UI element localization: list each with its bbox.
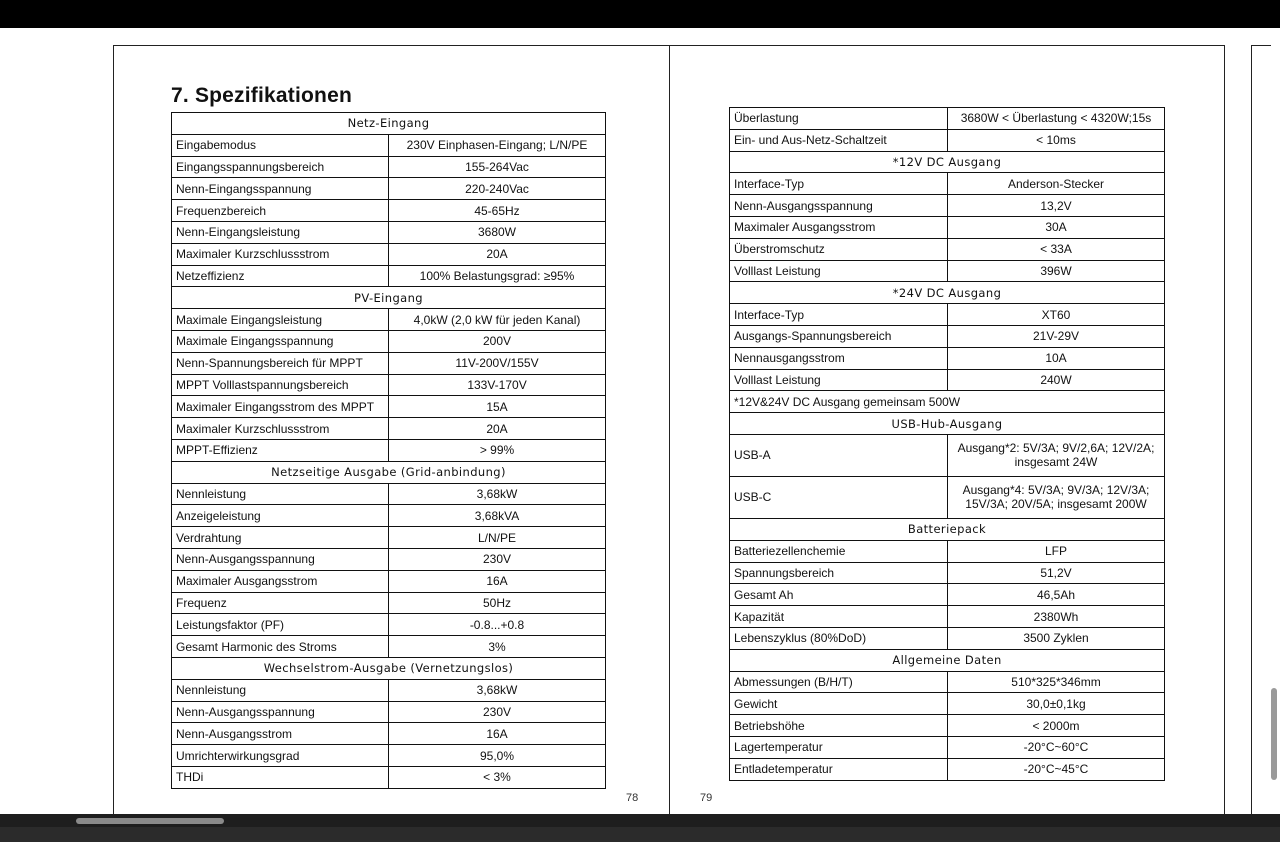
table-row — [172, 156, 606, 178]
section-title: PV-Eingang — [172, 287, 606, 309]
table-row — [172, 309, 606, 331]
spec-value: 45-65Hz — [389, 200, 606, 222]
section-header-row — [172, 657, 606, 679]
table-row — [730, 671, 1165, 693]
section-header-row — [730, 151, 1165, 173]
section-header-row — [730, 413, 1165, 435]
spec-value: 4,0kW (2,0 kW für jeden Kanal) — [389, 309, 606, 331]
horizontal-scroll-thumb[interactable] — [76, 818, 224, 824]
spec-value: -20°C~60°C — [948, 736, 1165, 758]
spec-value: 396W — [948, 260, 1165, 282]
spec-value: 3680W — [389, 221, 606, 243]
section-title: Wechselstrom-Ausgabe (Vernetzungslos) — [172, 657, 606, 679]
table-row — [172, 352, 606, 374]
section-header-row — [172, 461, 606, 483]
table-row — [172, 745, 606, 767]
table-row — [172, 439, 606, 461]
spec-label: Netzeffizienz — [172, 265, 389, 287]
note-text: *12V&24V DC Ausgang gemeinsam 500W — [730, 391, 1165, 413]
spec-value: LFP — [948, 540, 1165, 562]
spec-value: 3,68kW — [389, 679, 606, 701]
top-bar — [0, 0, 1280, 28]
spec-table-left — [171, 112, 606, 789]
spec-label: Interface-Typ — [730, 173, 948, 195]
spec-label: Nennleistung — [172, 679, 389, 701]
spec-value: Anderson-Stecker — [948, 173, 1165, 195]
table-row — [172, 374, 606, 396]
spec-label: Batteriezellenchemie — [730, 540, 948, 562]
spec-value: 30A — [948, 216, 1165, 238]
spec-value: 30,0±0,1kg — [948, 693, 1165, 715]
section-header-row — [172, 287, 606, 309]
section-header-row — [730, 649, 1165, 671]
section-title: *12V DC Ausgang — [730, 151, 1165, 173]
spec-label: Nenn-Ausgangsspannung — [172, 701, 389, 723]
table-row — [172, 570, 606, 592]
table-row — [730, 216, 1165, 238]
table-row — [172, 221, 606, 243]
spec-label: Abmessungen (B/H/T) — [730, 671, 948, 693]
spec-value: Ausgang*2: 5V/3A; 9V/2,6A; 12V/2A; insgesamt 24W — [948, 434, 1165, 476]
table-row — [172, 548, 606, 570]
spec-value: 13,2V — [948, 195, 1165, 217]
spec-label: Maximaler Kurzschlussstrom — [172, 418, 389, 440]
spec-value: 230V — [389, 548, 606, 570]
table-row — [730, 238, 1165, 260]
table-row — [730, 540, 1165, 562]
spec-label: Nenn-Spannungsbereich für MPPT — [172, 352, 389, 374]
table-row — [730, 736, 1165, 758]
spec-label: Überlastung — [730, 108, 948, 130]
spec-value: 100% Belastungsgrad: ≥95% — [389, 265, 606, 287]
spec-value: 3,68kVA — [389, 505, 606, 527]
section-header-row — [172, 113, 606, 135]
table-row — [172, 330, 606, 352]
table-row — [730, 347, 1165, 369]
spec-label: Anzeigeleistung — [172, 505, 389, 527]
table-row — [172, 527, 606, 549]
spec-value: 20A — [389, 418, 606, 440]
spec-label: Maximale Eingangsleistung — [172, 309, 389, 331]
spec-label: MPPT-Effizienz — [172, 439, 389, 461]
spec-value: 133V-170V — [389, 374, 606, 396]
spec-label: Ausgangs-Spannungsbereich — [730, 325, 948, 347]
section-header-row — [730, 282, 1165, 304]
spec-value: < 3% — [389, 766, 606, 788]
spec-label: Gesamt Harmonic des Stroms — [172, 636, 389, 658]
spec-label: Lagertemperatur — [730, 736, 948, 758]
section-title: *24V DC Ausgang — [730, 282, 1165, 304]
spec-label: Nenn-Ausgangsstrom — [172, 723, 389, 745]
table-row — [730, 693, 1165, 715]
spec-value: 3680W < Überlastung < 4320W;15s — [948, 108, 1165, 130]
page-number-left: 78 — [626, 792, 639, 804]
table-row — [172, 134, 606, 156]
table-row — [730, 562, 1165, 584]
table-row — [172, 418, 606, 440]
spec-value: < 10ms — [948, 129, 1165, 151]
spec-label: Nennleistung — [172, 483, 389, 505]
spec-label: USB-C — [730, 476, 948, 518]
spec-label: Maximaler Ausgangsstrom — [730, 216, 948, 238]
section-title: Netz-Eingang — [172, 113, 606, 135]
spec-value: Ausgang*4: 5V/3A; 9V/3A; 12V/3A; 15V/3A; 20V/5A; insgesamt 200W — [948, 476, 1165, 518]
table-row — [730, 173, 1165, 195]
spec-label: Umrichterwirkungsgrad — [172, 745, 389, 767]
spec-table-right — [729, 107, 1165, 781]
table-row — [730, 195, 1165, 217]
table-row — [172, 483, 606, 505]
spec-label: Lebenszyklus (80%DoD) — [730, 627, 948, 649]
spec-value: 2380Wh — [948, 606, 1165, 628]
page-title: 7. Spezifikationen — [171, 84, 352, 107]
spec-value: > 99% — [389, 439, 606, 461]
spec-label: Kapazität — [730, 606, 948, 628]
spec-value: 510*325*346mm — [948, 671, 1165, 693]
spec-value: L/N/PE — [389, 527, 606, 549]
table-row — [172, 592, 606, 614]
spec-value: 16A — [389, 723, 606, 745]
spec-label: MPPT Volllastspannungsbereich — [172, 374, 389, 396]
table-row — [730, 584, 1165, 606]
spec-label: Nenn-Eingangsspannung — [172, 178, 389, 200]
table-row — [730, 627, 1165, 649]
table-row — [172, 243, 606, 265]
document-viewer[interactable] — [0, 28, 1280, 814]
spec-value: 230V — [389, 701, 606, 723]
spec-value: 3% — [389, 636, 606, 658]
spec-value: 240W — [948, 369, 1165, 391]
spec-label: Nenn-Ausgangsspannung — [172, 548, 389, 570]
table-row — [730, 434, 1165, 476]
spec-value: 21V-29V — [948, 325, 1165, 347]
table-row — [730, 325, 1165, 347]
table-row — [172, 505, 606, 527]
spec-value: 155-264Vac — [389, 156, 606, 178]
table-row — [730, 476, 1165, 518]
spec-label: Volllast Leistung — [730, 369, 948, 391]
spec-value: 220-240Vac — [389, 178, 606, 200]
table-row — [172, 614, 606, 636]
spec-label: Maximale Eingangsspannung — [172, 330, 389, 352]
table-row — [730, 369, 1165, 391]
spec-value: 3500 Zyklen — [948, 627, 1165, 649]
section-title: Netzseitige Ausgabe (Grid-anbindung) — [172, 461, 606, 483]
spec-label: THDi — [172, 766, 389, 788]
spec-label: Maximaler Eingangsstrom des MPPT — [172, 396, 389, 418]
table-row — [730, 260, 1165, 282]
table-row — [172, 200, 606, 222]
spec-label: Betriebshöhe — [730, 715, 948, 737]
table-row — [172, 679, 606, 701]
table-row — [730, 129, 1165, 151]
spec-value: < 2000m — [948, 715, 1165, 737]
spec-label: USB-A — [730, 434, 948, 476]
spec-value: 16A — [389, 570, 606, 592]
spec-label: Eingangsspannungsbereich — [172, 156, 389, 178]
table-row — [172, 766, 606, 788]
table-row — [172, 265, 606, 287]
section-title: Allgemeine Daten — [730, 649, 1165, 671]
horizontal-scrollbar[interactable] — [0, 814, 1280, 827]
spec-label: Ein- und Aus-Netz-Schaltzeit — [730, 129, 948, 151]
section-title: Batteriepack — [730, 518, 1165, 540]
table-row — [730, 304, 1165, 326]
spec-value: 95,0% — [389, 745, 606, 767]
spec-label: Gesamt Ah — [730, 584, 948, 606]
spec-label: Nenn-Ausgangsspannung — [730, 195, 948, 217]
section-title: USB-Hub-Ausgang — [730, 413, 1165, 435]
section-header-row — [730, 518, 1165, 540]
spec-label: Nennausgangsstrom — [730, 347, 948, 369]
table-row — [172, 701, 606, 723]
spec-value: < 33A — [948, 238, 1165, 260]
table-row — [730, 715, 1165, 737]
spec-label: Eingabemodus — [172, 134, 389, 156]
spec-label: Nenn-Eingangsleistung — [172, 221, 389, 243]
table-row — [172, 723, 606, 745]
spec-label: Maximaler Kurzschlussstrom — [172, 243, 389, 265]
table-row — [730, 108, 1165, 130]
table-row — [172, 396, 606, 418]
spec-value: 10A — [948, 347, 1165, 369]
spec-value: 51,2V — [948, 562, 1165, 584]
vertical-scrollbar[interactable] — [1268, 56, 1280, 842]
table-row — [730, 758, 1165, 780]
spec-label: Überstromschutz — [730, 238, 948, 260]
spec-label: Spannungsbereich — [730, 562, 948, 584]
spec-value: 230V Einphasen-Eingang; L/N/PE — [389, 134, 606, 156]
spec-value: XT60 — [948, 304, 1165, 326]
spec-label: Gewicht — [730, 693, 948, 715]
spec-label: Maximaler Ausgangsstrom — [172, 570, 389, 592]
spec-label: Leistungsfaktor (PF) — [172, 614, 389, 636]
spec-label: Volllast Leistung — [730, 260, 948, 282]
table-row — [172, 178, 606, 200]
spec-value: 15A — [389, 396, 606, 418]
spec-label: Entladetemperatur — [730, 758, 948, 780]
spec-value: 20A — [389, 243, 606, 265]
spec-value: -0.8...+0.8 — [389, 614, 606, 636]
spec-value: 11V-200V/155V — [389, 352, 606, 374]
spec-value: 3,68kW — [389, 483, 606, 505]
page-number-right: 79 — [700, 792, 713, 804]
spec-value: 50Hz — [389, 592, 606, 614]
spec-label: Frequenzbereich — [172, 200, 389, 222]
table-row — [172, 636, 606, 658]
spec-value: -20°C~45°C — [948, 758, 1165, 780]
table-row — [730, 606, 1165, 628]
spec-label: Verdrahtung — [172, 527, 389, 549]
note-row — [730, 391, 1165, 413]
spec-value: 46,5Ah — [948, 584, 1165, 606]
spec-label: Frequenz — [172, 592, 389, 614]
spec-value: 200V — [389, 330, 606, 352]
spec-label: Interface-Typ — [730, 304, 948, 326]
vertical-scroll-thumb[interactable] — [1271, 688, 1277, 780]
